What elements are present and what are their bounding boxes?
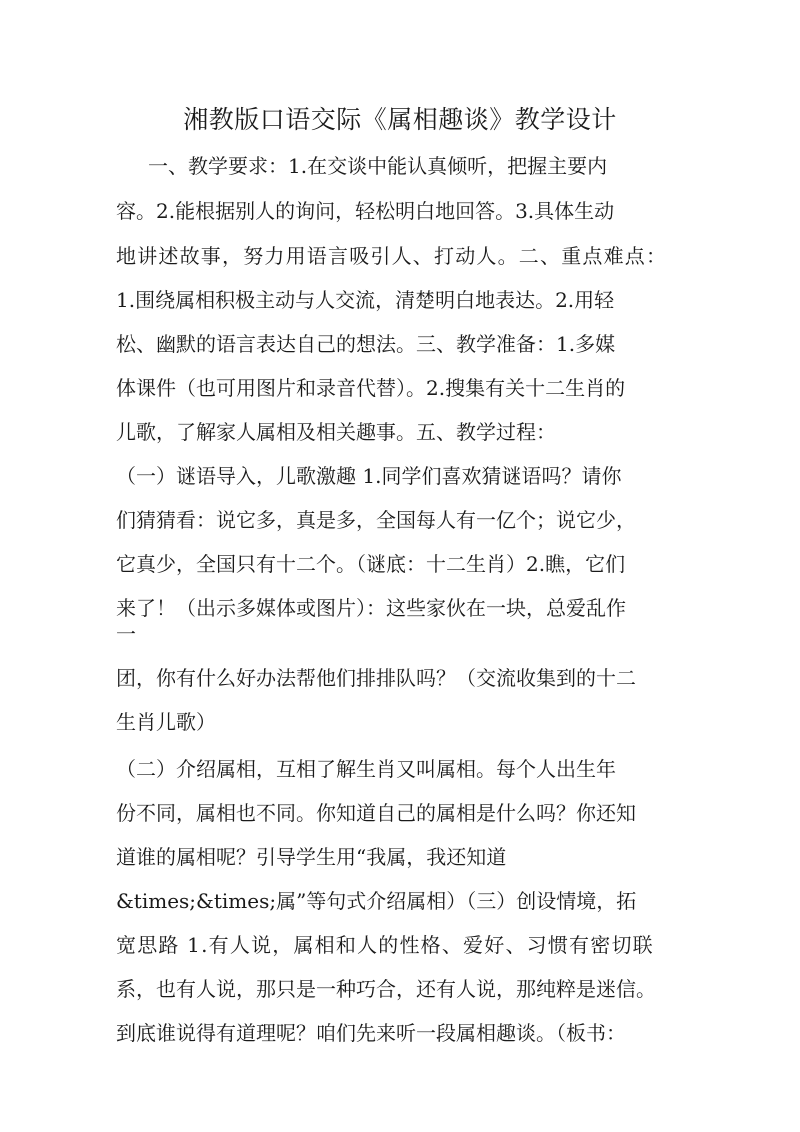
body-line: （一）谜语导入，儿歌激趣 1.同学们喜欢猜谜语吗？请你 (116, 464, 622, 488)
body-line: 1.围绕属相积极主动与人交流，清楚明白地表达。2.用轻 (116, 288, 615, 312)
body-line: 它真少，全国只有十二个。（谜底：十二生肖）2.瞧，它们 (116, 552, 626, 576)
document-title: 湘教版口语交际《属相趣谈》教学设计 (183, 105, 617, 134)
body-line: 容。2.能根据别人的询问，轻松明白地回答。3.具体生动 (116, 199, 615, 223)
body-line: 道谁的属相呢？引导学生用“我属，我还知道 (116, 845, 507, 869)
body-line: （二）介绍属相，互相了解生肖又叫属相。每个人出生年 (116, 757, 616, 781)
body-line: 松、幽默的语言表达自己的想法。三、教学准备：1.多媒 (116, 332, 616, 356)
body-line: 系，也有人说，那只是一种巧合，还有人说，那纯粹是迷信。 (116, 977, 656, 1001)
body-line: 一、教学要求：1.在交谈中能认真倾听，把握主要内 (148, 154, 608, 178)
body-line: 儿歌，了解家人属相及相关趣事。五、教学过程： (116, 420, 556, 444)
body-line: 来了！（出示多媒体或图片）：这些家伙在一块，总爱乱作 (116, 596, 626, 620)
body-line: 份不同，属相也不同。你知道自己的属相是什么吗？你还知 (116, 801, 636, 825)
body-line: &times;&times;属”等句式介绍属相）（三）创设情境，拓 (116, 889, 637, 913)
body-line: 地讲述故事，努力用语言吸引人、打动人。二、重点难点： (116, 244, 668, 268)
body-line: 团，你有什么好办法帮他们排排队吗？（交流收集到的十二 (116, 666, 636, 690)
body-line: 宽思路 1.有人说，属相和人的性格、爱好、习惯有密切联 (116, 933, 654, 957)
body-line: 们猜猜看：说它多，真是多，全国每人有一亿个；说它少， (116, 508, 636, 532)
body-line: 生肖儿歌） (116, 710, 216, 734)
body-line: 体课件（也可用图片和录音代替）。2.搜集有关十二生肖的 (116, 376, 626, 400)
body-line: 到底谁说得有道理呢？咱们先来听一段属相趣谈。（板书： (116, 1021, 626, 1045)
body-line: 一 (116, 622, 136, 646)
